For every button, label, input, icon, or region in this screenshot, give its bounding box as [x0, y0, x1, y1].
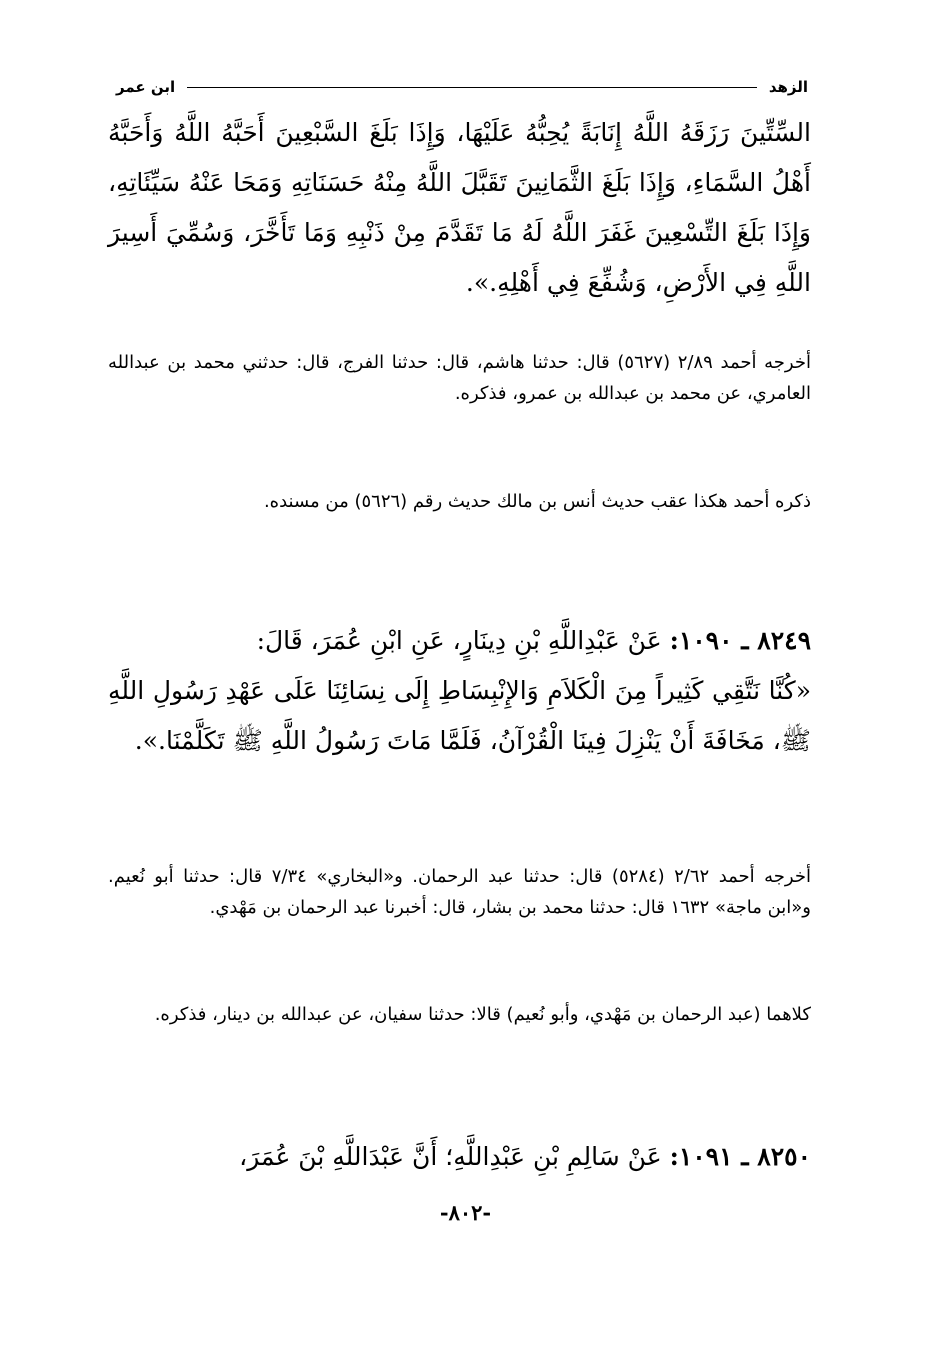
hadith-isnad: عَنْ سَالِمِ بْنِ عَبْدِاللَّهِ؛ أَنَّ عَبْدَاللَّهِ بْنَ عُمَرَ، — [239, 1142, 662, 1171]
hadith-isnad: عَنْ عَبْدِاللَّهِ بْنِ دِينَارٍ، عَنِ ابْنِ عُمَرَ، قَالَ: — [256, 626, 662, 655]
remark-note — [108, 486, 811, 517]
remark-text: ذكره أحمد هكذا عقب حديث أنس بن مالك حديث رقم (٥٦٢٦) من مسنده. — [263, 491, 811, 512]
header-chapter-title: ابن عمر — [116, 78, 176, 96]
takhrij-text: أخرجه أحمد ٢/٨٩ (٥٦٢٧) قال: حدثنا هاشم، قال: حدثنا الفرج، قال: حدثني محمد بن عبدالله العامري، عن محمد بن عبدالله بن عمرو، فذكره. — [108, 352, 811, 404]
takhrij-text: أخرجه أحمد ٢/٦٢ (٥٢٨٤) قال: حدثنا عبد الرحمان. و«البخاري» ٧/٣٤ قال: حدثنا أبو نُعيم. و«ابن ماجة» ١٦٣٢ قال: حدثنا محمد بن بشار، قال: أخبرنا عبد الرحمان بن مَهْدي. — [108, 866, 811, 918]
running-header — [116, 74, 808, 100]
remark-note — [108, 999, 811, 1030]
header-section-title: الزهد — [768, 78, 808, 96]
takhrij-note — [108, 347, 811, 409]
header-rule — [187, 87, 757, 88]
hadith-text: «كُنَّا نَتَّقِي كَثِيراً مِنَ الْكَلاَمِ وَالإِنْبِسَاطِ إِلَى نِسَائِنَا عَلَى عَهْدِ رَسُولِ اللَّهِ ﷺ، مَخَافَةَ أَنْ يَنْزِلَ فِينَا الْقُرْآنُ، فَلَمَّا مَاتَ رَسُولُ اللَّهِ ﷺ تَكَلَّمْنَا.». — [108, 676, 811, 755]
takhrij-note — [108, 861, 811, 923]
hadith-entry — [108, 616, 811, 766]
page-number: -٨٠٢- — [439, 1200, 492, 1225]
hadith-number: ٨٢٥٠ ـ ١٠٩١: — [669, 1142, 811, 1171]
hadith-heading — [108, 616, 811, 666]
hadith-entry — [108, 1132, 811, 1182]
remark-text: كلاهما (عبد الرحمان بن مَهْدي، وأبو نُعيم) قالا: حدثنا سفيان، عن عبدالله بن دينار، فذكره. — [154, 1004, 811, 1025]
hadith-heading — [108, 1132, 811, 1182]
hadith-number: ٨٢٤٩ ـ ١٠٩٠: — [669, 626, 811, 655]
hadith-text: السِّتِّينَ رَزَقَهُ اللَّهُ إِنَابَةً يُحِبُّهُ عَلَيْهَا، وَإِذَا بَلَغَ السَّبْعِينَ أَحَبَّهُ اللَّهُ وَأَحَبَّهُ أَهْلُ السَّمَاءِ، وَإِذَا بَلَغَ الثَّمَانِينَ تَقَبَّلَ اللَّهُ مِنْهُ حَسَنَاتِهِ وَمَحَا عَنْهُ سَيِّئَاتِهِ، وَإِذَا بَلَغَ التِّسْعِينَ غَفَرَ اللَّهُ لَهُ مَا تَقَدَّمَ مِنْ ذَنْبِهِ وَمَا تَأَخَّرَ، وَسُمِّيَ أَسِيرَ اللَّهِ فِي الأَرْضِ، وَشُفِّعَ فِي أَهْلِهِ.». — [108, 118, 811, 297]
hadith-continuation — [108, 108, 811, 308]
